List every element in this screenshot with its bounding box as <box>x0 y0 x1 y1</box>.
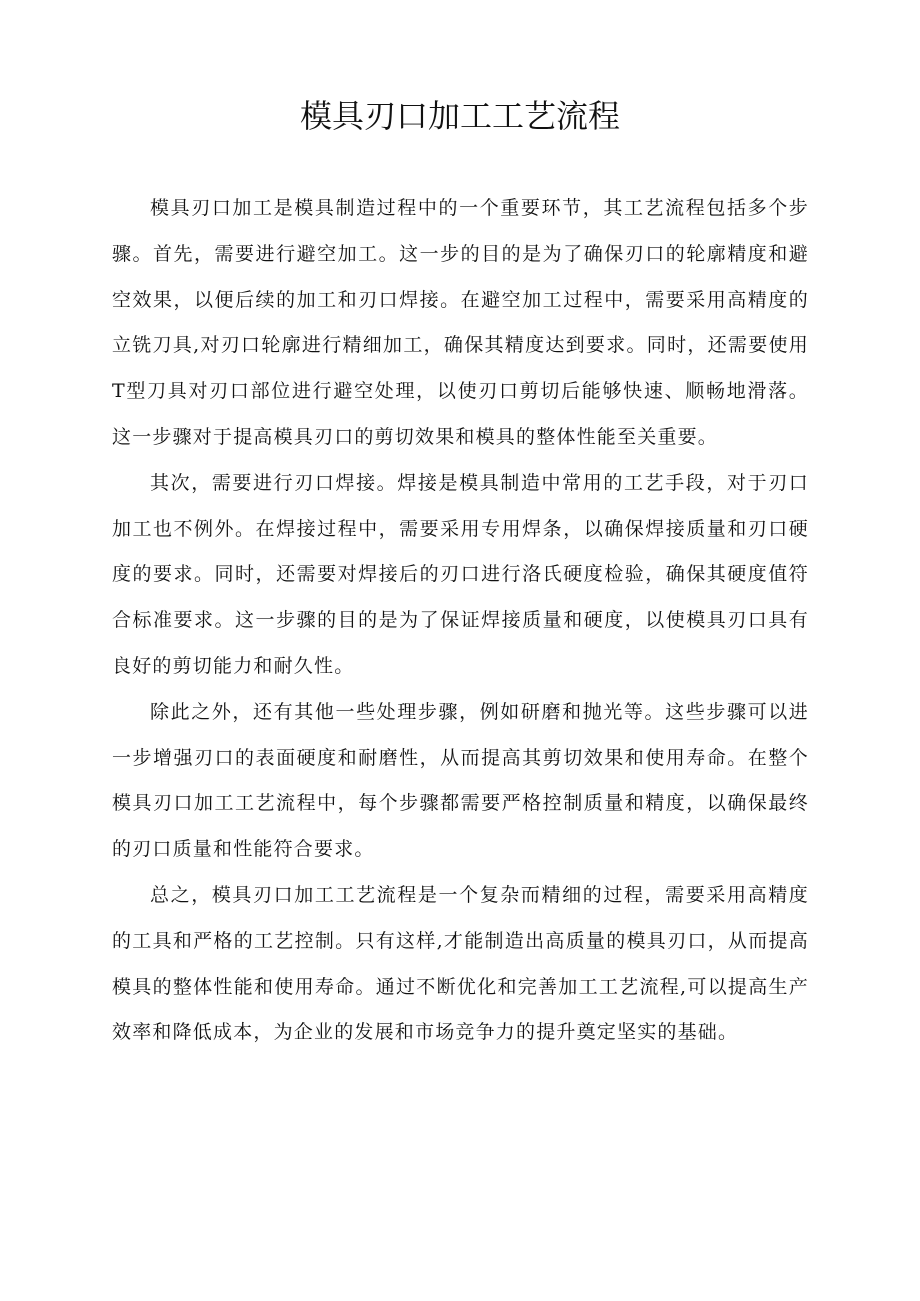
paragraph-1: 模具刃口加工是模具制造过程中的一个重要环节，其工艺流程包括多个步骤。首先，需要进行避空加工。这一步的目的是为了确保刃口的轮廓精度和避空效果，以便后续的加工和刃口焊接。在避空加工过程中，需要采用高精度的立铣刀具,对刃口轮廓进行精细加工，确保其精度达到要求。同时，还需要使用T型刀具对刃口部位进行避空处理，以使刃口剪切后能够快速、顺畅地滑落。这一步骤对于提高模具刃口的剪切效果和模具的整体性能至关重要。 <box>112 197 809 448</box>
document-title: 模具刃口加工工艺流程 <box>299 97 620 135</box>
paragraph-3: 除此之外，还有其他一些处理步骤，例如研磨和抛光等。这些步骤可以进一步增强刃口的表面硬度和耐磨性，从而提高其剪切效果和使用寿命。在整个模具刃口加工工艺流程中，每个步骤都需要严格控制质量和精度，以确保最终的刃口质量和性能符合要求。 <box>112 700 809 861</box>
document-body <box>112 186 809 1056</box>
paragraph-2: 其次，需要进行刃口焊接。焊接是模具制造中常用的工艺手段，对于刃口加工也不例外。在焊接过程中，需要采用专用焊条，以确保焊接质量和刃口硬度的要求。同时，还需要对焊接后的刃口进行洛氏硬度检验，确保其硬度值符合标准要求。这一步骤的目的是为了保证焊接质量和硬度，以使模具刃口具有良好的剪切能力和耐久性。 <box>112 471 809 677</box>
paragraph-4: 总之，模具刃口加工工艺流程是一个复杂而精细的过程，需要采用高精度的工具和严格的工艺控制。只有这样,才能制造出高质量的模具刃口，从而提高模具的整体性能和使用寿命。通过不断优化和完善加工工艺流程,可以提高生产效率和降低成本，为企业的发展和市场竞争力的提升奠定坚实的基础。 <box>112 883 809 1044</box>
